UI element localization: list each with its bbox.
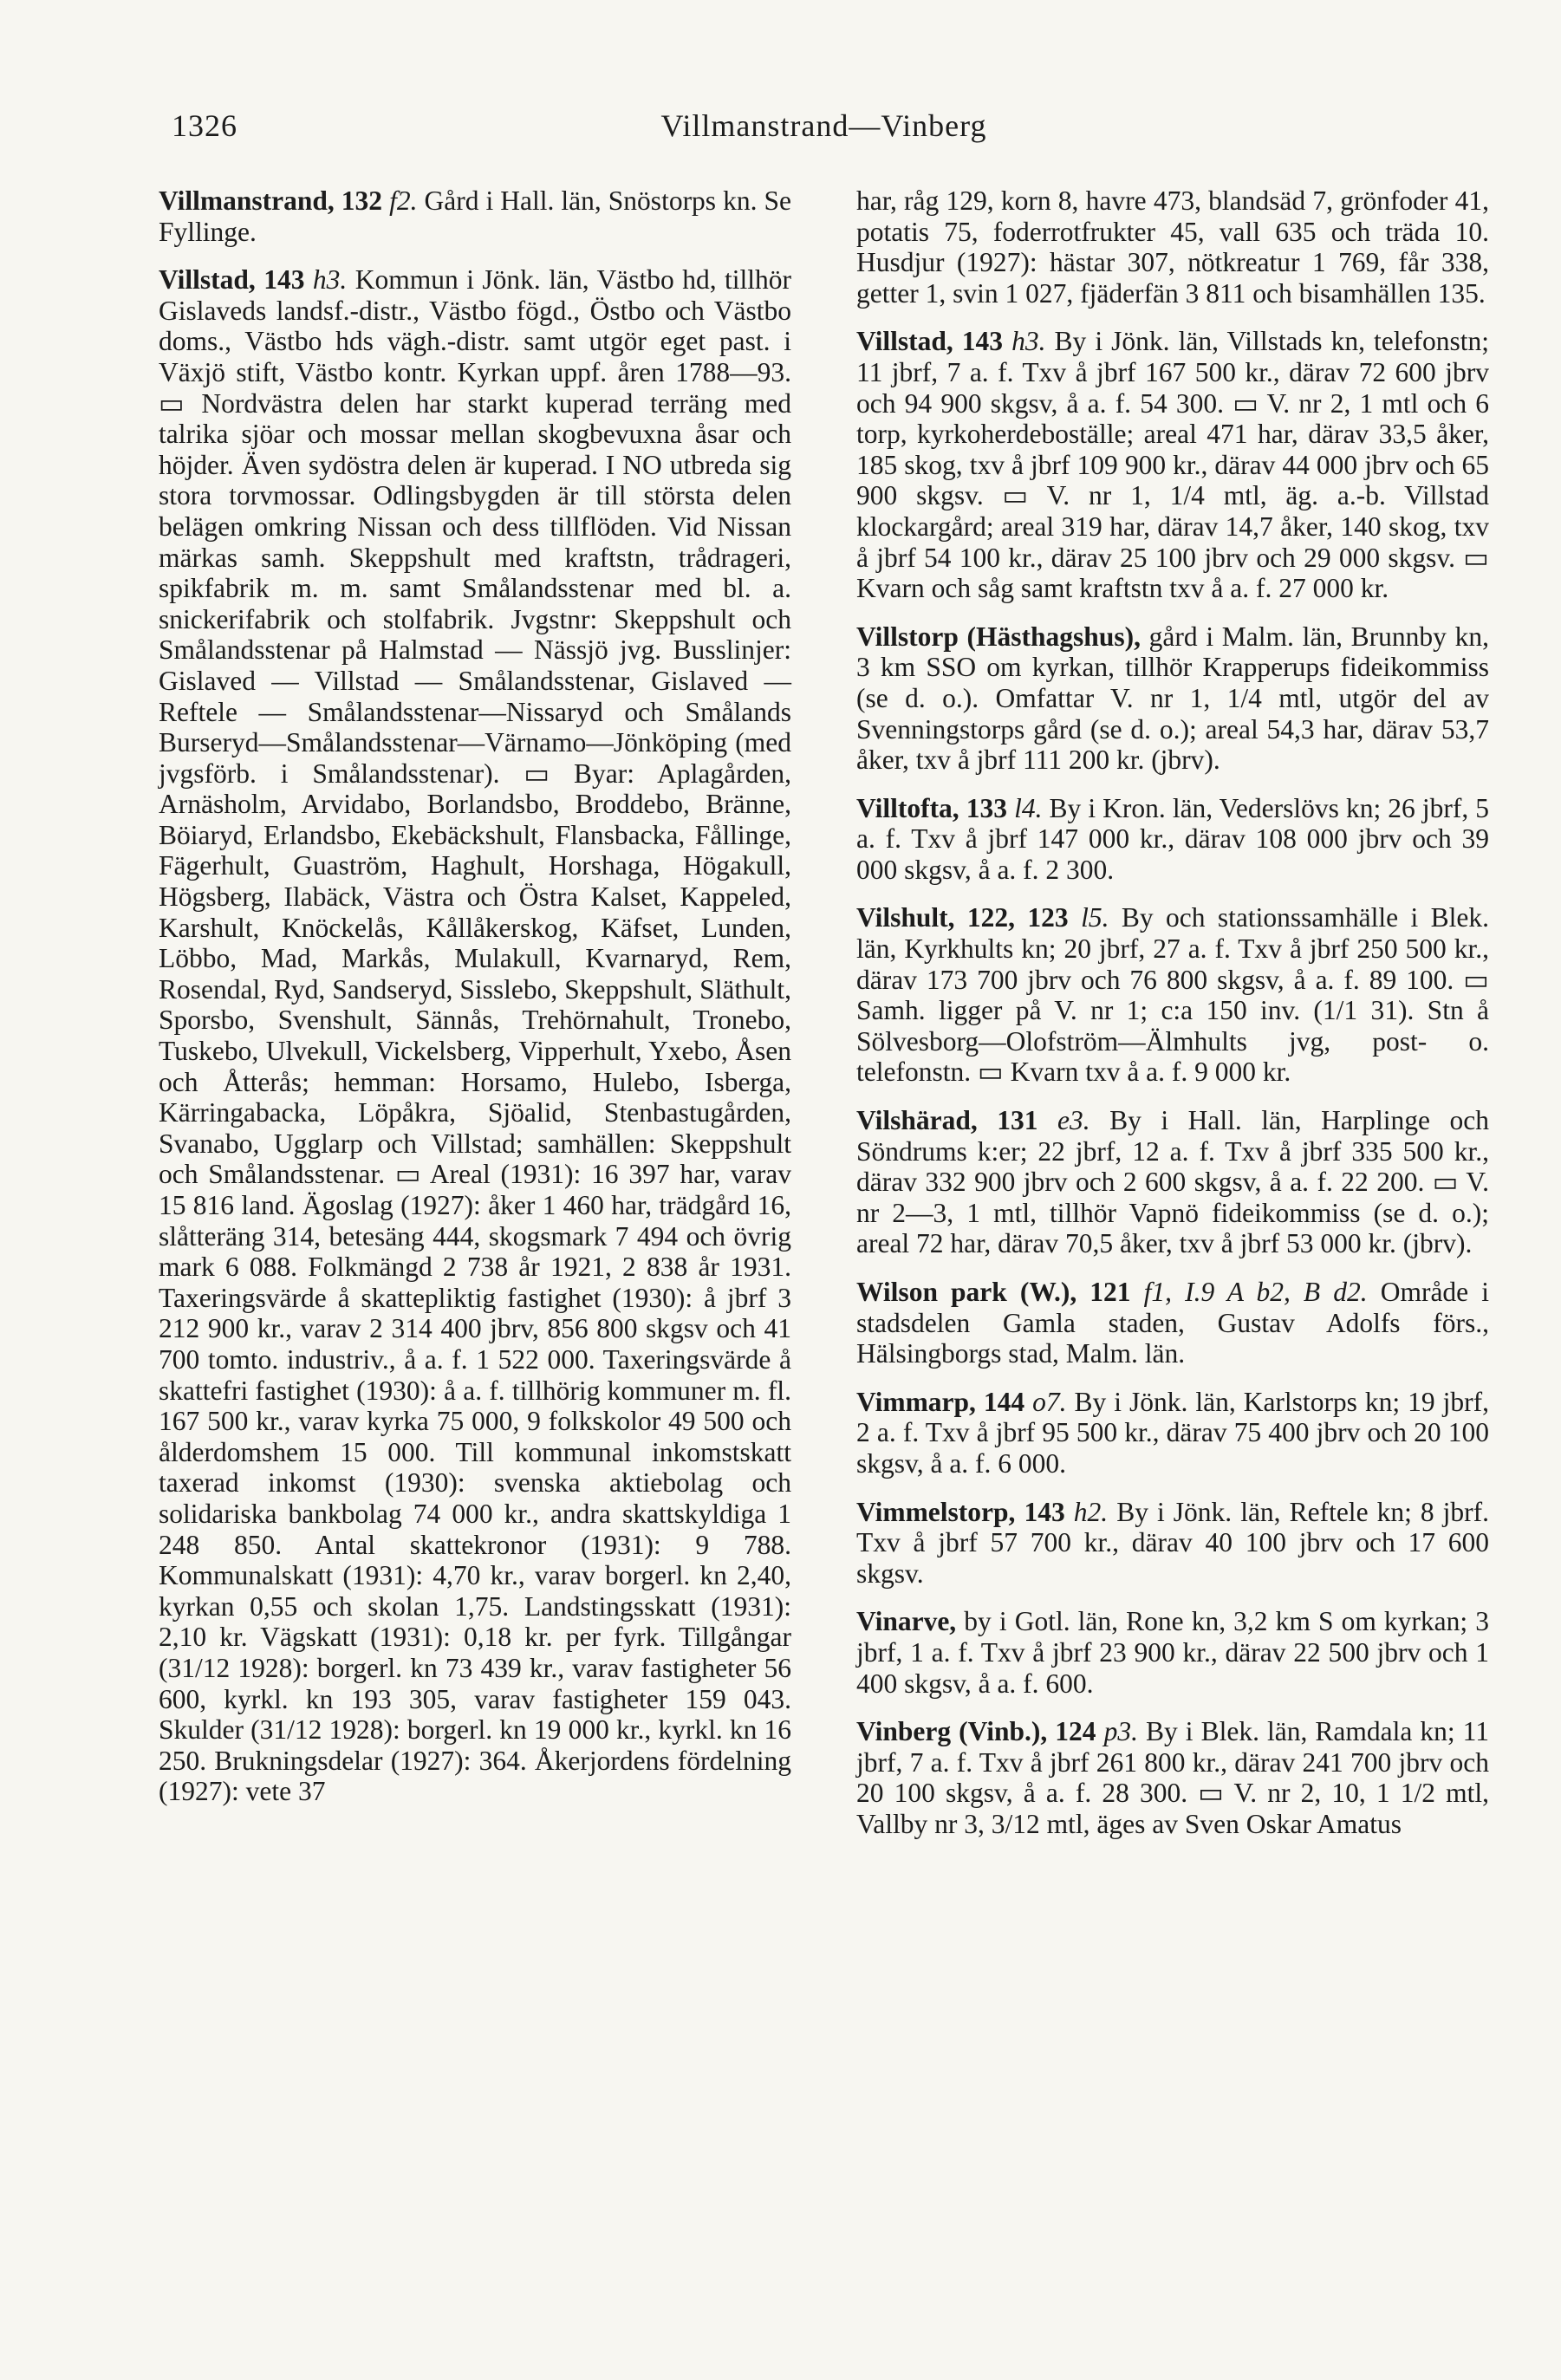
dictionary-entry [856, 793, 1489, 886]
running-head: Villmanstrand—Vinberg [660, 108, 987, 143]
entry-text: By och stationssamhälle i Blek. län, Kyrkhults kn; 20 jbrf, 27 a. f. Txv å jbrf 250 500 kr., därav 173 700 jbrv och 76 800 skgsv, å a. f. 89 100. ▭ Samh. ligger på V. nr 1; c:a 150 inv. (1/1 31). Stn å Sölvesborg—Olofström—Älmhults jvg, post- o. telefonstn. ▭ Kvarn txv å a. f. 9 000 kr. [856, 902, 1490, 1088]
entry-map-reference: 143 [1024, 1496, 1065, 1527]
entry-map-reference: 131 [997, 1105, 1038, 1136]
entry-text: By i Blek. län, Ramdala kn; 11 jbrf, 7 a. f. Txv å jbrf 261 800 kr., därav 241 700 jbrv och 20 100 skgsv, å a. f. 28 300. ▭ V. nr 2, 10, 1 1/2 mtl, Vallby nr 3, 3/12 mtl, äges av Sven Oskar Amatus [856, 1716, 1490, 1839]
dictionary-entry [856, 1497, 1489, 1590]
entry-map-grid: f1, I.9 A b2, B d2. [1143, 1277, 1368, 1307]
entry-map-grid: l4. [1014, 792, 1043, 823]
entry-headword: Villtofta, [856, 792, 959, 823]
entry-headword: Villstad, [159, 264, 256, 296]
entry-headword: Wilson park [856, 1277, 1007, 1307]
entry-map-reference: (Vinb.), 124 [959, 1716, 1096, 1747]
entry-text: By i Hall. län, Harplinge och Söndrums k:er; 22 jbrf, 12 a. f. Txv å jbrf 335 500 kr., därav 332 900 jbrv och 2 600 skgsv, å a. f. 22 200. ▭ V. nr 2—3, 1 mtl, tillhör Vapnö fideikommiss (se d. o.); areal 72 har, därav 70,5 åker, txv å jbrf 53 000 kr. (jbrv). [856, 1105, 1490, 1259]
entry-headword: Vilshult, [856, 902, 955, 933]
dictionary-entry [856, 1606, 1489, 1699]
dictionary-entry [856, 902, 1489, 1088]
entry-text: Gård i Hall. län, Snöstorps kn. Se Fyllinge. [159, 185, 792, 247]
page-number: 1326 [172, 108, 237, 143]
entry-map-reference: 133 [966, 792, 1007, 823]
entry-text: Kommun i Jönk. län, Västbo hd, tillhör Gislaveds landsf.-distr., Västbo fögd., Östbo och Västbo doms., Västbo hds vägh.-distr. samt utgör eget past. i Växjö stift, Västbo kontr. Kyrkan uppf. åren 1788—93. ▭ Nordvästra delen har starkt kuperad terräng med talrika sjöar och mossar mellan skogbevuxna åsar och höjder. Även sydöstra delen är kuperad. I NO utbreda sig stora torvmossar. Odlingsbygden är till största delen belägen omkring Nissan och dess tillflöden. Vid Nissan märkas samh. Skeppshult med kraftstn, trådrageri, spikfabrik m. m. samt Smålandsstenar med bl. a. snickerifabrik och stolfabrik. Jvgstnr: Skeppshult och Smålandsstenar på Halmstad — Nässjö jvg. Busslinjer: Gislaved — Villstad — Smålandsstenar, Gislaved — Reftele — Smålandsstenar—Nissaryd och Smålands Burseryd—Smålandsstenar—Värnamo—Jönköping (med jvgsförb. i Smålandsstenar). ▭ Byar: Aplagården, Arnäsholm, Arvidabo, Borlandsbo, Broddebo, Bränne, Böiaryd, Erlandsbo, Ekebäckshult, Flansbacka, Fållinge, Fägerhult, Guaström, Haghult, Horshaga, Högakull, Högsberg, Ilabäck, Västra och Östra Kalset, Kappeled, Karshult, Knöckelås, Kållåkerskog, Käfset, Lunden, Löbbo, Mad, Markås, Mulakull, Kvarnaryd, Rem, Rosendal, Ryd, Sandseryd, Sisslebo, Skeppshult, Släthult, Sporsbo, Svenshult, Sännås, Trehörnahult, Tronebo, Tuskebo, Ulvekull, Vickelsberg, Vipperhult, Yxebo, Åsen och Åtterås; hemman: Horsamo, Hulebo, Isberga, Kärringabacka, Löpåkra, Sjöalid, Stenbastugården, Svanabo, Ugglarp och Villstad; samhällen: Skeppshult och Smålandsstenar. ▭ Areal (1931): 16 397 har, varav 15 816 land. Ägoslag (1927): åker 1 460 har, trädgård 16, slåtteräng 314, betesäng 444, skogsmark 7 494 och övrig mark 6 088. Folkmängd 2 738 år 1921, 2 838 år 1931. Taxeringsvärde å skattepliktig fastighet (1930): å jbrf 3 212 900 kr., varav 2 314 400 jbrv, 856 800 skgsv och 41 700 tomto. industriv., å a. f. 1 522 000. Taxeringsvärde å skattefri fastighet (1930): å a. f. tillhörig kommuner m. fl. 167 500 kr., varav kyrka 75 000, 9 folkskolor 49 500 och ålderdomshem 15 000. Till kommunal inkomstskatt taxerad inkomst (1930): svenska aktiebolag och solidariska bankbolag 74 000 kr., andra skattskyldiga 1 248 850. Antal skattekronor (1931): 9 788. Kommunalskatt (1931): 4,70 kr., varav borgerl. kn 2,40, kyrkan 0,55 och skolan 1,75. Landstingsskatt (1931): 2,10 kr. Vägskatt (1931): 0,18 kr. per fyrk. Tillgångar (31/12 1928): borgerl. kn 73 439 kr., varav fastigheter 56 600, kyrkl. kn 193 305, varav fastigheter 159 043. Skulder (31/12 1928): borgerl. kn 19 000 kr., kyrkl. kn 16 250. Brukningsdelar (1927): 364. Åkerjordens fördelning (1927): vete 37 [159, 264, 792, 1807]
entry-map-grid: h2. [1073, 1496, 1109, 1527]
entry-text: By i Jönk. län, Karlstorps kn; 19 jbrf, 2 a. f. Txv å jbrf 95 500 kr., därav 75 400 jbrv och 20 100 skgsv, å a. f. 6 000. [856, 1386, 1489, 1479]
dictionary-entry [856, 185, 1489, 309]
dictionary-entry [159, 185, 791, 247]
entry-text: By i Jönk. län, Reftele kn; 8 jbrf. Txv å jbrf 57 700 kr., därav 40 100 jbrv och 17 600 skgsv. [856, 1496, 1490, 1589]
entry-map-grid: e3. [1057, 1105, 1090, 1136]
dictionary-entry [856, 1105, 1489, 1259]
entry-map-grid: f2. [389, 185, 418, 216]
entry-text: By i Kron. län, Vederslövs kn; 26 jbrf, 5 a. f. Txv å jbrf 147 000 kr., därav 108 000 jbrv och 39 000 skgsv, å a. f. 2 300. [856, 792, 1490, 885]
entry-headword: Villmanstrand, [159, 185, 335, 216]
page-header [172, 107, 1476, 151]
dictionary-entry [856, 1277, 1489, 1369]
entry-headword: Villstad, [856, 326, 953, 357]
entry-map-reference: 144 [983, 1386, 1025, 1417]
entry-map-grid: h3. [1011, 326, 1046, 357]
entry-headword: Vinberg [856, 1716, 952, 1747]
entry-map-grid: o7. [1032, 1386, 1067, 1417]
entry-text: Område i stadsdelen Gamla staden, Gustav Adolfs förs., Hälsingborgs stad, Malm. län. [856, 1277, 1489, 1369]
entry-headword: Vilshärad, [856, 1105, 978, 1136]
entry-headword: Vimmelstorp, [856, 1496, 1016, 1527]
dictionary-entry [856, 621, 1489, 776]
entry-text: gård i Malm. län, Brunnby kn, 3 km SSO om kyrkan, tillhör Krapperups fideikommiss (se d. o.). Omfattar V. nr 1, 1/4 mtl, utgör del av Svenningstorps gård (se d. o.); areal 54,3 har, därav 53,7 åker, txv å jbrf 111 200 kr. (jbrv). [856, 621, 1490, 776]
dictionary-entry [856, 1387, 1489, 1479]
entry-map-reference: 143 [263, 264, 305, 296]
entry-map-reference: 143 [961, 326, 1004, 357]
entry-map-grid: l5. [1081, 902, 1109, 933]
entry-text: by i Gotl. län, Rone kn, 3,2 km S om kyrkan; 3 jbrf, 1 a. f. Txv å jbrf 23 900 kr., därav 22 500 jbrv och 1 400 skgsv, å a. f. 600. [856, 1606, 1489, 1699]
entry-map-reference: 122, 123 [966, 902, 1069, 933]
entry-headword: Vimmarp, [856, 1386, 976, 1417]
entry-map-reference: 132 [341, 185, 383, 216]
entry-text: har, råg 129, korn 8, havre 473, blandsäd 7, grönfoder 41, potatis 75, foderrotfrukter 45, vall 635 och träda 10. Husdjur (1927): hästar 307, nötkreatur 1 769, får 338, getter 1, svin 1 027, fjäderfän 3 811 och bisamhällen 135. [856, 185, 1489, 309]
dictionary-entry [856, 1716, 1489, 1839]
entry-map-grid: h3. [312, 264, 348, 296]
dictionary-entry [159, 264, 791, 1807]
entry-map-grid: p3. [1103, 1716, 1138, 1747]
left-column [159, 185, 791, 1824]
right-column [856, 185, 1489, 1857]
entry-map-reference: (W.), 121 [1019, 1277, 1131, 1307]
entry-text: By i Jönk. län, Villstads kn, telefonstn; 11 jbrf, 7 a. f. Txv å jbrf 167 500 kr., därav 72 600 jbrv och 94 900 skgsv, å a. f. 54 300. ▭ V. nr 2, 1 mtl och 6 torp, kyrkoherdeboställe; areal 471 har, därav 33,5 åker, 185 skog, txv å jbrf 109 900 kr., därav 44 000 jbrv och 65 900 skgsv. ▭ V. nr 1, 1/4 mtl, äg. a.-b. Villstad klockargård; areal 319 har, därav 14,7 åker, 140 skog, txv å jbrf 54 100 kr., därav 25 100 jbrv och 29 000 skgsv. ▭ Kvarn och såg samt kraftstn txv å a. f. 27 000 kr. [856, 326, 1490, 604]
entry-headword: Vinarve, [856, 1606, 957, 1637]
entry-headword: Villstorp (Hästhagshus), [856, 621, 1141, 652]
dictionary-entry [856, 326, 1489, 603]
